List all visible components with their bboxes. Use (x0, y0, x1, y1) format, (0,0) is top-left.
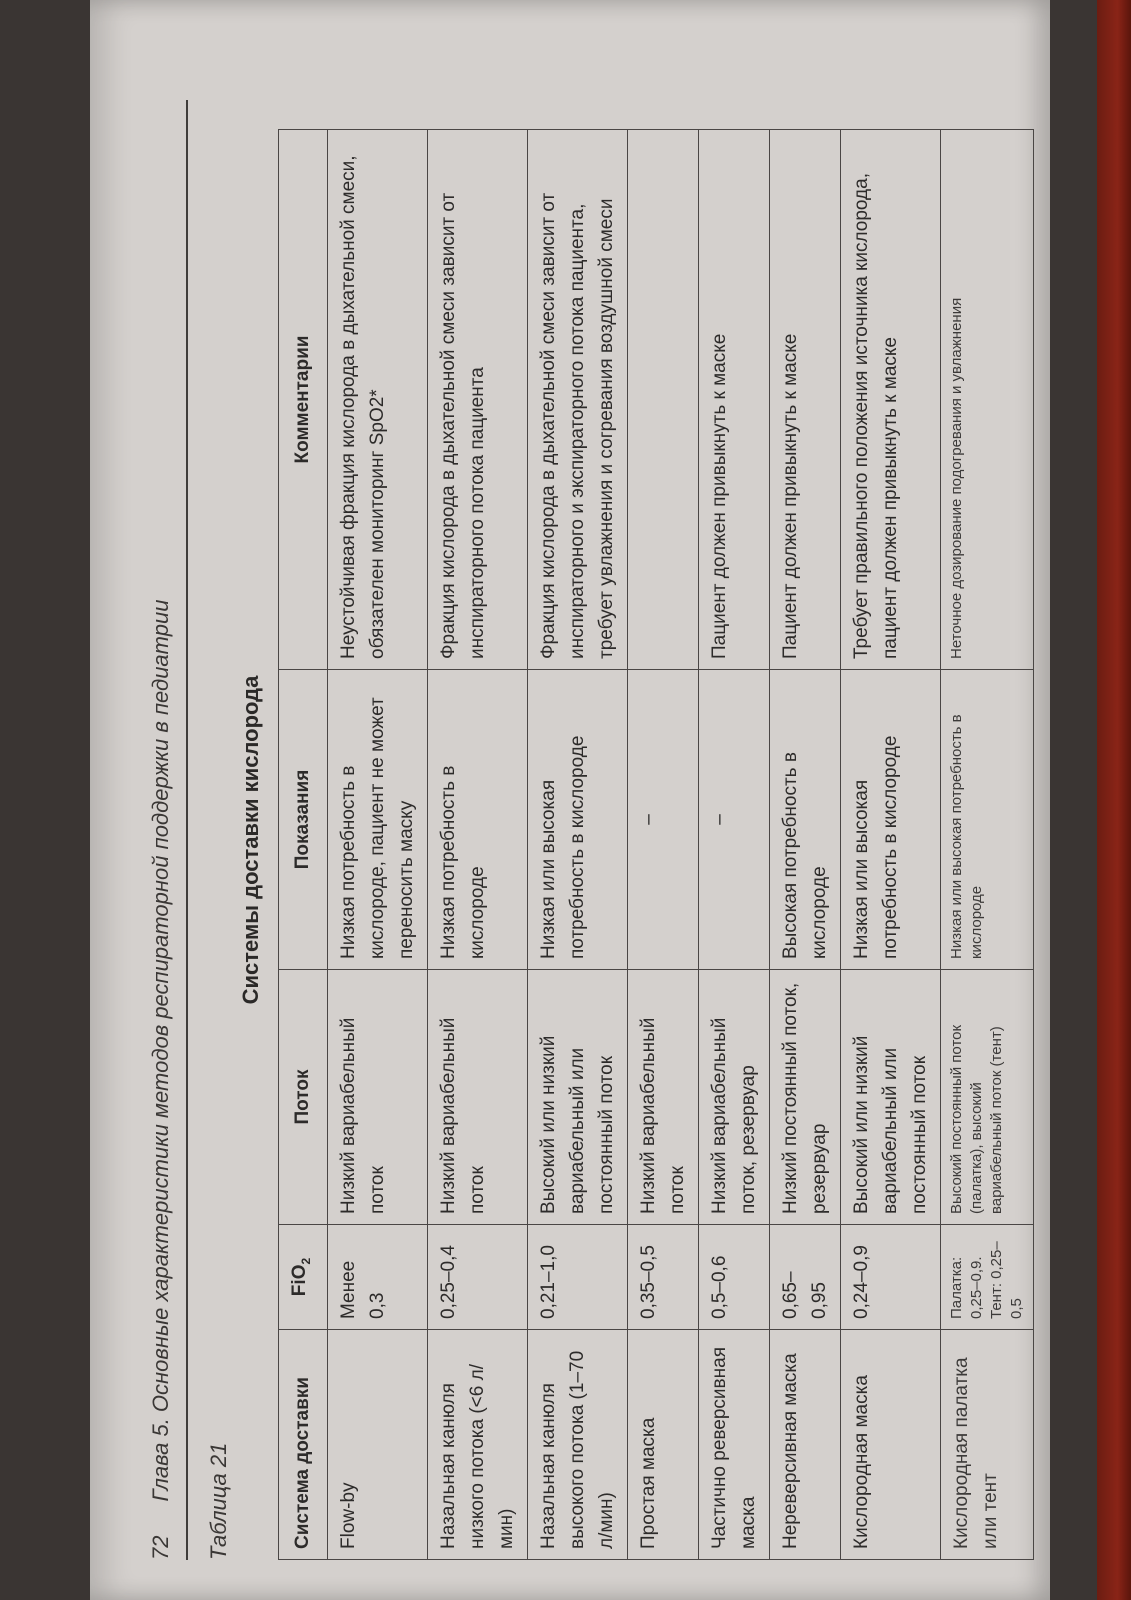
col-header-flow: Поток (279, 970, 328, 1225)
cell-system: Назальная канюля низкого потока (<6 л/мин) (427, 1330, 527, 1560)
cell-comments: Требует правильного положения источника кислорода, пациент должен привыкнуть к маске (840, 130, 940, 670)
cell-comments: Неточное дозирование подогревания и увлажнения (940, 130, 1033, 670)
cell-flow: Высокий или низкий вариабельный или постоянный поток (527, 970, 627, 1225)
cell-flow: Низкий вариабельный поток (627, 970, 698, 1225)
rotated-page (120, 80, 1025, 1600)
cell-fio2: 0,21–1,0 (527, 1225, 627, 1330)
cell-system: Простая маска (627, 1330, 698, 1560)
cell-comments: Пациент должен привыкнуть к маске (698, 130, 769, 670)
table-row (840, 130, 940, 1560)
cell-flow: Низкий вариабельный поток (327, 970, 427, 1225)
cell-comments (627, 130, 698, 670)
col-header-fio2 (279, 1225, 328, 1330)
col-header-comments: Комментарии (279, 130, 328, 670)
header-rule (186, 100, 188, 1560)
cell-fio2: Менее 0,3 (327, 1225, 427, 1330)
cell-system: Flow-by (327, 1330, 427, 1560)
col-header-indications: Показания (279, 670, 328, 970)
cell-indications (698, 670, 769, 970)
page-number: 72 (148, 1535, 173, 1560)
table-row (527, 130, 627, 1560)
table-row (627, 130, 698, 1560)
fio2-subscript: 2 (298, 1257, 313, 1265)
table-title: Системы доставки кислорода (238, 675, 263, 1005)
dash-mark: – (708, 814, 730, 825)
cell-comments: Пациент должен привыкнуть к маске (769, 130, 840, 670)
cell-fio2: 0,5–0,6 (698, 1225, 769, 1330)
cell-fio2: Палатка: 0,25–0,9. Тент: 0,25–0,5 (940, 1225, 1033, 1330)
cell-indications: Низкая или высокая потребность в кислороде (840, 670, 940, 970)
dash-mark: – (637, 814, 659, 825)
cell-comments: Фракция кислорода в дыхательной смеси зависит от инспираторного и экспираторного потока пациента, требует увлажнения и согревания воздушной смеси (527, 130, 627, 670)
cell-flow: Высокий постоянный поток (палатка), высокий вариабельный поток (тент) (940, 970, 1033, 1225)
cell-indications: Высокая потребность в кислороде (769, 670, 840, 970)
table-label: Таблица 21 (206, 1442, 231, 1560)
table-row (940, 130, 1033, 1560)
table-row (327, 130, 427, 1560)
cell-fio2: 0,24–0,9 (840, 1225, 940, 1330)
book-cover-edge (1097, 0, 1131, 1600)
cell-indications: Низкая или высокая потребность в кислороде (940, 670, 1033, 970)
table-row (427, 130, 527, 1560)
cell-flow: Низкий вариабельный поток (427, 970, 527, 1225)
cell-indications (627, 670, 698, 970)
cell-fio2: 0,25–0,4 (427, 1225, 527, 1330)
cell-indications: Низкая потребность в кислороде, пациент не может переносить маску (327, 670, 427, 970)
col-header-system: Система доставки (279, 1330, 328, 1560)
cell-fio2: 0,35–0,5 (627, 1225, 698, 1330)
cell-indications: Низкая потребность в кислороде (427, 670, 527, 970)
cell-system: Нереверсивная маска (769, 1330, 840, 1560)
cell-flow: Высокий или низкий вариабельный или постоянный поток (840, 970, 940, 1225)
fio2-label: FiO (289, 1264, 310, 1297)
cell-flow: Низкий вариабельный поток, резервуар (698, 970, 769, 1225)
table-row (698, 130, 769, 1560)
chapter-title: Глава 5. Основные характеристики методов респираторной поддержки в педиатрии (148, 599, 173, 1502)
cell-comments: Фракция кислорода в дыхательной смеси зависит от инспираторного потока пациента (427, 130, 527, 670)
cell-comments: Неустойчивая фракция кислорода в дыхательной смеси, обязателен мониторинг SpO2* (327, 130, 427, 670)
table-header-row (279, 130, 328, 1560)
cell-fio2: 0,65–0,95 (769, 1225, 840, 1330)
cell-system: Частично реверсивная маска (698, 1330, 769, 1560)
cell-system: Кислородная маска (840, 1330, 940, 1560)
cell-system: Назальная канюля высокого потока (1–70 л/мин) (527, 1330, 627, 1560)
table-row (769, 130, 840, 1560)
cell-indications: Низкая или высокая потребность в кислороде (527, 670, 627, 970)
oxygen-delivery-table (278, 129, 1034, 1560)
cell-flow: Низкий постоянный поток, резервуар (769, 970, 840, 1225)
running-head (140, 100, 182, 1560)
cell-system: Кислородная палатка или тент (940, 1330, 1033, 1560)
